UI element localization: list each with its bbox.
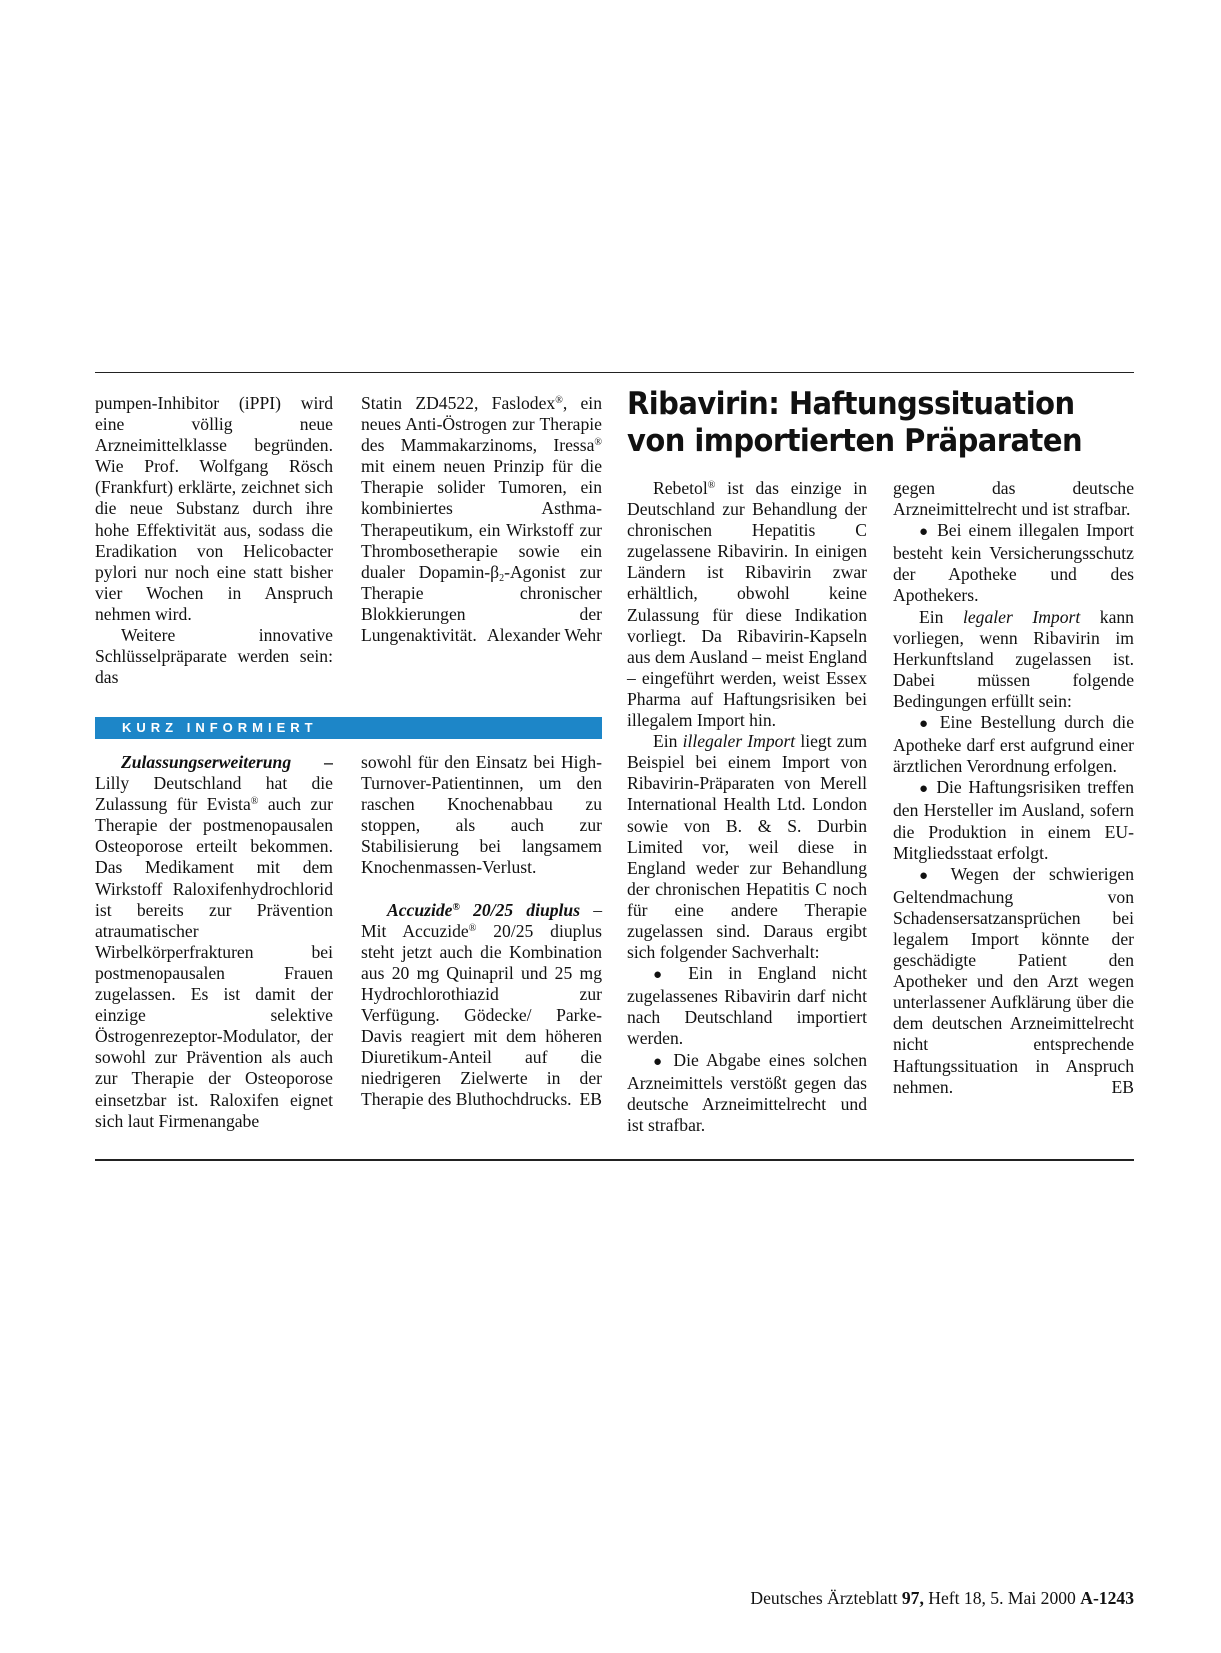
column-top-1 [95, 393, 333, 688]
author-signature: Alexander Wehr [486, 625, 602, 646]
column-ribavirin-1 [627, 478, 868, 1135]
author-signature: EB [579, 1089, 602, 1110]
subscript: 2 [499, 572, 505, 584]
paragraph: Rebetol® ist das einzige in Deutschland zur Behandlung der chronischen Hepatitis C zugelassene Ribavirin. In einigen Ländern ist Ribavirin zwar erhältlich, obwohl keine Zulassung für diese Indikation vorliegt. Da Ribavirin-Kapseln aus dem Ausland – meist England – eingeführt werden, weist Essex Pharma auf Haftungsrisiken bei illegalem Import hin. [627, 478, 867, 731]
bullet-item: ● Bei einem illegalen Import besteht kein Versicherungsschutz der Apotheke und des Apothekers. [893, 520, 1134, 606]
bullet-item: ● Eine Bestellung durch die Apotheke darf erst aufgrund einer ärztlichen Verordnung erfolgen. [893, 712, 1134, 777]
registered-mark: ® [250, 796, 259, 808]
item-title: Accuzide® 20/25 diuplus [387, 899, 581, 920]
paragraph: pumpen-Inhibitor (iPPI) wird eine völlig neue Arzneimittelklasse begründen. Wie Prof. Wolfgang Rösch (Frankfurt) erklärte, zeichnet sich die neue Substanz durch ihre hohe Effektivität aus, sodass die Eradikation von Helicobacter pylori nur noch eine statt bisher vier Wochen in Anspruch nehmen wird. [95, 393, 333, 624]
section-label-bar: KURZ INFORMIERT [95, 717, 602, 739]
bottom-rule [95, 1159, 1134, 1161]
page-number: A-1243 [1080, 1588, 1134, 1608]
page-footer: Deutsches Ärzteblatt 97, Heft 18, 5. Mai 2000 A-1243 [750, 1588, 1134, 1608]
registered-mark: ® [707, 480, 716, 491]
headline-line: Ribavirin: Haftungssituation [627, 386, 1075, 422]
paragraph: Ein legaler Import kann vorliegen, wenn Ribavirin im Herkunftsland zugelassen ist. Dabei müssen folgende Bedingungen erfüllt sein: [893, 606, 1134, 711]
column-ribavirin-2 [893, 478, 1134, 1098]
article-headline [627, 386, 1105, 460]
item-title: Zulassungserweiterung – [121, 752, 333, 772]
paragraph: sowohl für den Einsatz bei High-Turnover-Patientinnen, um den raschen Knochenabbau zu stoppen, als auch zur Stabilisierung bei langsamem Knochenmassen-Verlust. [361, 752, 602, 878]
registered-mark: ® [452, 901, 460, 913]
paragraph-continuation: gegen das deutsche Arzneimittelrecht und ist strafbar. [893, 478, 1134, 520]
column-top-2 [361, 393, 602, 646]
paragraph: Weitere innovative Schlüsselpräparate werden sein: das [95, 625, 333, 688]
paragraph: Zulassungserweiterung – Lilly Deutschland hat die Zulassung für Evista® auch zur Therapie der postmenopausalen Osteoporose erteilt bekommen. Das Medikament mit dem Wirkstoff Raloxifenhydrochlorid ist bereits zur Prävention atraumatischer Wirbelkörperfrakturen bei postmenopausalen Frauen zugelassen. Es ist damit der einzige selektive Östrogenrezeptor-Modulator, der sowohl zur Prävention als auch zur Therapie der Osteoporose einsetzbar ist. Raloxifen eignet sich laut Firmenangabe [95, 752, 333, 1131]
column-kurz-2 [361, 752, 602, 1111]
paragraph: Ein illegaler Import liegt zum Beispiel bei einem Import von Ribavirin-Präparaten von Merell International Health Ltd. London sowie von B. & S. Durbin Limited vor, weil diese in England weder zur Behandlung der chronischen Hepatitis C noch für eine andere Therapie zugelassen sind. Daraus ergibt sich folgender Sachverhalt: [627, 731, 868, 963]
bullet-item: ● Ein in England nicht zugelassenes Ribavirin darf nicht nach Deutschland importiert werden. [627, 963, 867, 1049]
registered-mark: ® [594, 437, 602, 449]
headline-line: von importierten Präparaten [627, 423, 1083, 459]
bullet-item: ● Die Abgabe eines solchen Arzneimittels verstößt gegen das deutsche Arzneimittelrecht und ist strafbar. [627, 1050, 867, 1092]
bullet-item: ● Die Haftungsrisiken treffen den Hersteller im Ausland, sofern die Produktion in einem EU-Mitgliedsstaat erfolgt. [893, 777, 1134, 863]
column-kurz-1 [95, 752, 333, 1132]
top-rule [95, 372, 1134, 373]
registered-mark: ® [468, 922, 477, 934]
paragraph: Accuzide® 20/25 diuplus – Mit Accuzide® 20/25 diuplus steht jetzt auch die Kombination aus 20 mg Quinapril und 25 mg Hydrochlorothiazid zur Verfügung. Gödecke/ Parke-Davis reagiert mit dem höheren Diuretikum-Anteil auf die niedrigeren Zielwerte in der Therapie des Bluthochdrucks. EB [361, 899, 602, 1110]
author-signature: EB [1111, 1076, 1134, 1097]
bullet-item: ● Wegen der schwierigen Geltendmachung von Schadensersatzansprüchen bei legalem Import könnte der geschädigte Patient den Apotheker und den Arzt wegen unterlassener Aufklärung über die dem deutschen Arzneimittelrecht nicht entsprechende Haftungssituation in Anspruch nehmen. EB [893, 864, 1134, 1098]
paragraph: Statin ZD4522, Faslodex®, ein neues Anti-Östrogen zur Therapie des Mammakarzinoms, Iressa® mit einem neuen Prinzip für die Therapie solider Tumoren, ein kombiniertes Asthma-Therapeutikum, ein Wirkstoff zur Thrombosetherapie sowie ein dualer Dopamin-$\beta_2$-Agonist zur Therapie chronischer Blokkierungen der Lungenaktivität. Alexander Wehr [361, 393, 602, 646]
registered-mark: ® [555, 395, 563, 406]
